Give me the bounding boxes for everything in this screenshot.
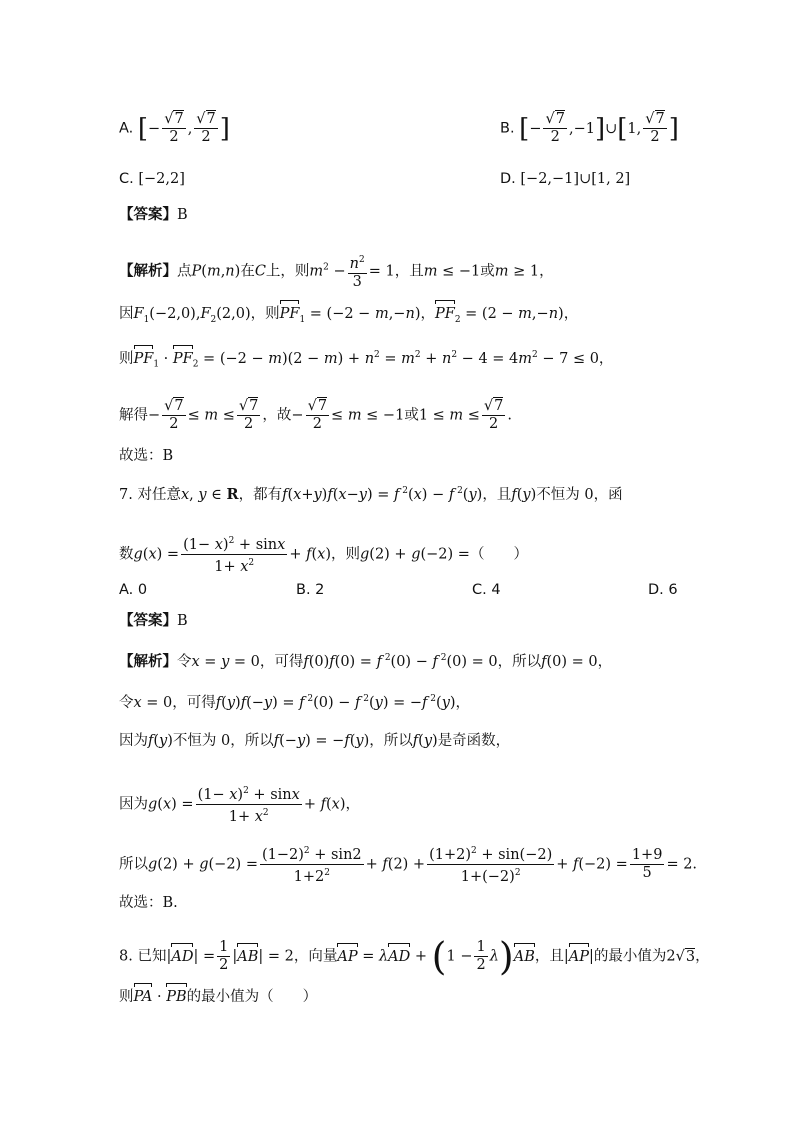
text: 因 <box>119 306 134 322</box>
text: 点 <box>177 263 192 280</box>
option-b-math: [− $\frac{√7}{2}$ ,−1]∪[1, $\frac{√7}{2}$ ] <box>519 111 679 145</box>
option-a <box>119 111 230 146</box>
text: ，且 <box>482 486 512 503</box>
option-c-label: C. <box>119 171 134 187</box>
q7-option-b: B. 2 <box>296 582 325 598</box>
text: ，且 <box>394 263 424 280</box>
q7-stem-line-1: 7. 对任意x, y ∈ R，都有f(x+y)f(x−y) = f $^2$(x) − f $^2$(y)，且f(y)不恒为 0，函 <box>119 485 623 503</box>
answer-value: B <box>177 613 188 629</box>
text: 因为 <box>119 733 148 749</box>
text: 令 <box>177 653 192 670</box>
q6-answer <box>119 205 188 225</box>
q7-option-c: C. 4 <box>472 582 501 598</box>
text: 数 <box>119 546 134 563</box>
text: 则 <box>119 989 134 1005</box>
text: ，向量 <box>293 948 338 965</box>
q7-option-d: D. 6 <box>648 582 678 598</box>
text: ，则 <box>330 546 360 563</box>
text: 的最小值为 <box>593 948 667 965</box>
answer-label: 【答案】 <box>119 612 177 629</box>
text: 是奇函数， <box>437 733 511 749</box>
q6-analysis-line-1: 【解析】点P(m,n)在C上，则$m^2$ − $\frac{n^2}{3}$ = 1，且m ≤ −1或m ≥ 1， <box>119 252 554 291</box>
option-d <box>500 169 630 189</box>
text: ，所以 <box>369 733 413 749</box>
text: 7. 对任意 <box>119 486 181 503</box>
text: 所以 <box>119 856 148 873</box>
q7-analysis-line-4: 因为g(x) = $\frac{(1- x)^2 + \sin x}{1+ x^2}$ + f(x)， <box>119 783 360 826</box>
text: 的最小值为（ ） <box>186 989 318 1005</box>
option-c <box>119 169 185 189</box>
q7-stem-line-2: 数g(x) = $\frac{(1- x)^2 + \sin x}{1+ x^2}$ + f(x)，则g(2) + g(−2) =（ ） <box>119 533 528 576</box>
text: 因为 <box>119 796 148 813</box>
option-d-label: D. <box>500 171 516 187</box>
q7-answer <box>119 611 188 631</box>
q7-analysis-line-2: 令x = 0，可得f(y)f(−y) = f $^2$(0) − f $^2$(y) = −f $^2$(y)， <box>119 694 471 711</box>
q6-analysis-line-2: 因$F_1(-2,0),F_2(2,0)$，则$PF_1 = (-2 - m,-n)$，$PF_2 = (2 - m,-n)$， <box>119 306 579 325</box>
answer-value: B <box>177 207 188 223</box>
q6-analysis-line-3: 则$PF_1 \cdot PF_2 = (-2 - m)(2 - m) + n^2 = m^2 + n^2 - 4 = 4m^2 - 7 \le 0$， <box>119 350 614 370</box>
option-b-label: B. <box>500 120 515 137</box>
answer-label: 【答案】 <box>119 206 177 223</box>
text: 不恒为 0，函 <box>536 486 623 503</box>
text: 上，则 <box>265 263 310 280</box>
text: 解得 <box>119 407 148 424</box>
text: 或 <box>404 407 419 424</box>
option-b <box>500 111 679 146</box>
text: 或 <box>480 263 495 280</box>
option-d-math: [−2,−1]∪[1, 2] <box>520 171 631 187</box>
text: 则 <box>119 350 134 367</box>
text: 令 <box>119 694 134 711</box>
text: 不恒为 0，所以 <box>172 733 274 749</box>
q7-option-a: A. 0 <box>119 582 148 598</box>
option-a-math: [− $\frac{√7}{2}$ , $\frac{√7}{2}$ ] <box>137 111 230 145</box>
q8-stem-line-1: 8. 已知|AD| = $\frac{1}{2}$ |AB| = 2，向量AP = λAD + (1 − $\frac{1}{2}$ λ)AB，且|AP|的最小值为2√3， <box>119 934 710 979</box>
q8-stem-line-2: 则PA · PB的最小值为（ ） <box>119 989 318 1005</box>
text: 在 <box>240 263 255 280</box>
q6-conclusion: 故选：B <box>119 448 174 464</box>
q7-analysis-line-1: 【解析】令x = y = 0，可得f(0)f(0) = f $^2$(0) − f $^2$(0) = 0，所以f(0) = 0， <box>119 652 613 670</box>
q7-conclusion: 故选：B. <box>119 895 178 911</box>
text: ，可得 <box>172 694 216 711</box>
text: 8. 已知 <box>119 948 167 965</box>
text: ，故 <box>262 407 292 424</box>
q6-analysis-line-4: 解得− $\frac{√7}{2}$ ≤ m ≤ $\frac{√7}{2}$ ，故− $\frac{√7}{2}$ ≤ m ≤ −1或1 ≤ m ≤ $\frac{√7}{2}$ . <box>119 398 513 432</box>
text: ，可得 <box>259 653 304 670</box>
q7-analysis-line-5: 所以g(2) + g(−2) = $\frac{(1-2)^2 + \sin 2}{1+2^2}$ + f(2) + $\frac{(1+2)^2 + \sin(-2)}{1+(-2)^2}$ + f(−2) = $\frac{1+9}{5}$ = 2. <box>119 843 697 886</box>
analysis-label: 【解析】 <box>119 652 177 670</box>
option-a-label: A. <box>119 120 134 137</box>
text: ，且 <box>534 948 564 965</box>
q7-analysis-line-3: 因为f(y)不恒为 0，所以f(−y) = −f(y)，所以f(y)是奇函数， <box>119 733 511 749</box>
text: （ ） <box>469 546 528 563</box>
analysis-label: 【解析】 <box>119 262 177 280</box>
text: ，都有 <box>238 486 283 503</box>
option-c-math: [−2,2] <box>138 171 185 187</box>
text: ，所以 <box>497 653 542 670</box>
text: ，则 <box>250 306 280 322</box>
